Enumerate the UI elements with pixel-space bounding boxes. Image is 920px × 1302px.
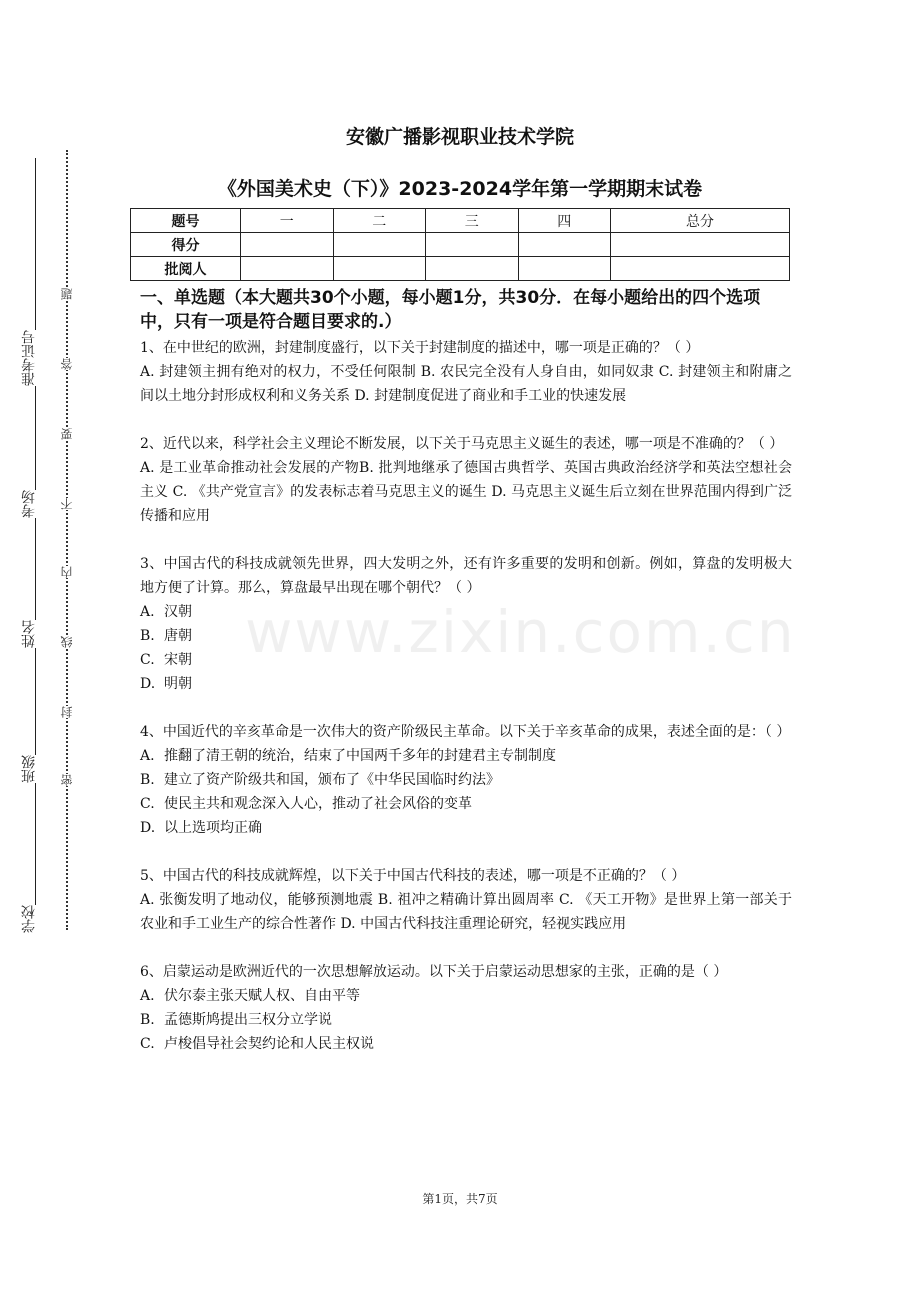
table-row	[131, 257, 790, 281]
column-header: 一	[241, 209, 334, 233]
binding-line	[35, 158, 36, 928]
option-text: 唐朝	[164, 628, 192, 644]
row-label-grader: 批阅人	[131, 257, 241, 281]
exam-title: 《外国美术史（下）》2023-2024学年第一学期期末试卷	[217, 178, 703, 200]
option-b	[140, 624, 792, 648]
question-stem: 2、近代以来，科学社会主义理论不断发展，以下关于马克思主义诞生的表述，哪一项是不准确的？（ ）	[140, 436, 784, 452]
side-label-name: 姓名	[21, 620, 37, 648]
seal-char: 封	[60, 706, 74, 718]
seal-char: 密	[60, 774, 74, 786]
option-text: 孟德斯鸠提出三权分立学说	[164, 1012, 332, 1028]
option-b	[140, 1008, 792, 1032]
option-c	[140, 648, 792, 672]
watermark: www.zixin.com.cn	[245, 598, 796, 666]
seal-char: 内	[60, 566, 74, 578]
option-text: 以上选项均正确	[164, 820, 262, 836]
option-letter: A.	[140, 748, 155, 764]
question-stem: 3、中国古代的科技成就领先世界，四大发明之外，还有许多重要的发明和创新。例如，算盘的发明极大地方便了计算。那么，算盘最早出现在哪个朝代？（ ）	[140, 556, 792, 596]
option-a	[140, 744, 792, 768]
school-title: 安徽广播影视职业技术学院	[345, 126, 574, 148]
table-row	[131, 209, 790, 233]
question-options-inline: A. 封建领主拥有绝对的权力，不受任何限制 B. 农民完全没有人身自由，如同奴隶 C. 封建领主和附庸之间以土地分封形成权利和义务关系 D. 封建制度促进了商业和手工业的快速发展	[140, 364, 792, 404]
column-header: 二	[333, 209, 426, 233]
option-text: 汉朝	[164, 604, 192, 620]
side-label-exam-id: 准考证号	[21, 330, 37, 386]
question-1	[140, 336, 792, 408]
option-letter: A.	[140, 988, 155, 1004]
question-options-inline: A. 张衡发明了地动仪，能够预测地震 B. 祖冲之精确计算出圆周率 C. 《天工开物》是世界上第一部关于农业和手工业生产的综合性著作 D. 中国古代科技注重理论研究，轻视实践应用	[140, 892, 792, 932]
option-text: 明朝	[164, 676, 192, 692]
option-a	[140, 600, 792, 624]
score-cell	[518, 233, 611, 257]
seal-char: 答	[60, 358, 74, 370]
grader-cell	[333, 257, 426, 281]
column-header: 总分	[611, 209, 790, 233]
side-label-class: 班级	[21, 755, 37, 783]
row-label-question-no: 题号	[131, 209, 241, 233]
page-number: 第1页，共7页	[422, 1192, 498, 1206]
table-row	[131, 233, 790, 257]
question-6	[140, 960, 792, 1056]
column-header: 三	[426, 209, 519, 233]
seal-dotted-line	[66, 150, 68, 930]
option-text: 建立了资产阶级共和国，颁布了《中华民国临时约法》	[164, 772, 500, 788]
option-text: 卢梭倡导社会契约论和人民主权说	[164, 1036, 374, 1052]
option-c	[140, 792, 792, 816]
seal-char: 线	[60, 636, 74, 648]
question-stem: 1、在中世纪的欧洲，封建制度盛行，以下关于封建制度的描述中，哪一项是正确的？（ ）	[140, 340, 700, 356]
seal-char: 不	[60, 498, 74, 510]
side-label-school: 学校	[21, 905, 37, 933]
option-text: 使民主共和观念深入人心，推动了社会风俗的变革	[164, 796, 472, 812]
question-options-inline: A. 是工业革命推动社会发展的产物B. 批判地继承了德国古典哲学、英国古典政治经济学和英法空想社会主义 C. 《共产党宣言》的发表标志着马克思主义的诞生 D. 马克思主义诞生后立刻在世界范围内得到广泛传播和应用	[140, 460, 792, 524]
option-text: 伏尔泰主张天赋人权、自由平等	[164, 988, 360, 1004]
question-stem: 4、中国近代的辛亥革命是一次伟大的资产阶级民主革命。以下关于辛亥革命的成果，表述全面的是：（ ）	[140, 724, 791, 740]
row-label-score: 得分	[131, 233, 241, 257]
grader-cell	[426, 257, 519, 281]
section-heading: 一、单选题（本大题共30个小题，每小题1分，共30分．在每小题给出的四个选项中，只有一项是符合题目要求的.）	[140, 288, 761, 332]
grader-cell	[518, 257, 611, 281]
option-d	[140, 816, 792, 840]
score-table	[130, 208, 790, 281]
question-4	[140, 720, 792, 840]
question-3	[140, 552, 792, 696]
column-header: 四	[518, 209, 611, 233]
question-stem: 5、中国古代的科技成就辉煌，以下关于中国古代科技的表述，哪一项是不正确的？（ ）	[140, 868, 686, 884]
question-stem: 6、启蒙运动是欧洲近代的一次思想解放运动。以下关于启蒙运动思想家的主张，正确的是（ ）	[140, 964, 728, 980]
option-letter: D.	[140, 820, 156, 836]
option-letter: B.	[140, 1012, 155, 1028]
option-letter: C.	[140, 796, 155, 812]
option-letter: C.	[140, 652, 155, 668]
grader-cell	[241, 257, 334, 281]
question-5	[140, 864, 792, 936]
option-letter: B.	[140, 628, 155, 644]
option-letter: C.	[140, 1036, 155, 1052]
option-letter: B.	[140, 772, 155, 788]
option-c	[140, 1032, 792, 1056]
score-cell	[333, 233, 426, 257]
option-letter: D.	[140, 676, 156, 692]
option-a	[140, 984, 792, 1008]
question-section	[140, 286, 792, 1080]
option-text: 宋朝	[164, 652, 192, 668]
side-label-exam-room: 考场	[21, 490, 37, 518]
score-cell	[611, 233, 790, 257]
score-cell	[241, 233, 334, 257]
option-text: 推翻了清王朝的统治，结束了中国两千多年的封建君主专制制度	[164, 748, 556, 764]
grader-cell	[611, 257, 790, 281]
option-letter: A.	[140, 604, 155, 620]
score-cell	[426, 233, 519, 257]
question-2	[140, 432, 792, 528]
option-d	[140, 672, 792, 696]
seal-char: 要	[60, 428, 74, 440]
seal-char: 题	[60, 288, 74, 300]
option-b	[140, 768, 792, 792]
